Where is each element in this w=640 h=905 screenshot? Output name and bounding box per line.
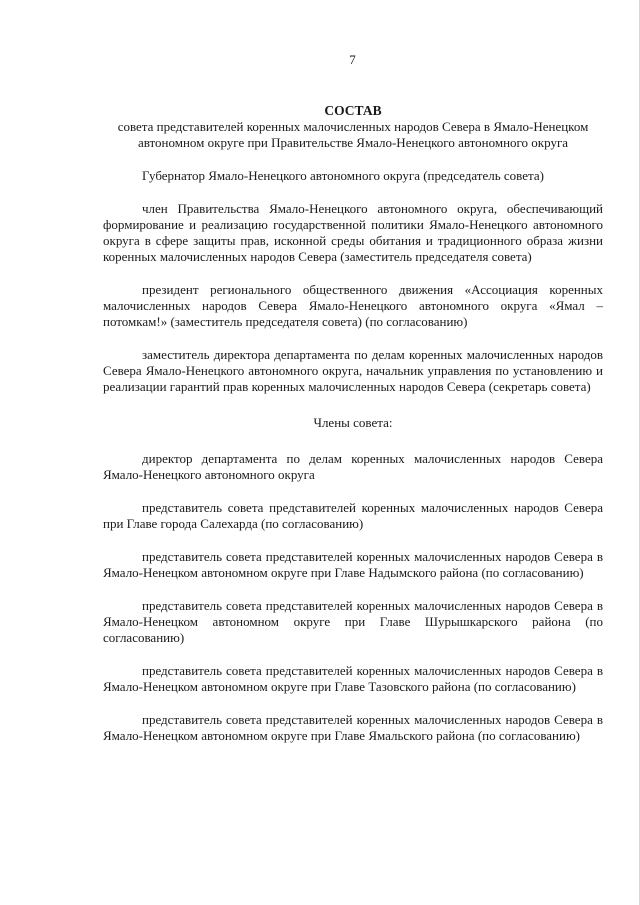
deputy-chair-entry-1: член Правительства Ямало-Ненецкого автономного округа, обеспечивающий формирование и реализацию государственной политики Ямало-Ненецкого автономного округа в сфере защиты прав, исконной среды обитания и традиционного образа жизни коренных малочисленных народов Севера (заместитель председателя совета) (103, 201, 603, 264)
document-title: СОСТАВ (324, 103, 382, 118)
member-entry: представитель совета представителей коренных малочисленных народов Севера в Ямало-Ненецком автономном округе при Главе Тазовского района (по согласованию) (103, 663, 603, 694)
document-subtitle: совета представителей коренных малочисленных народов Севера в Ямало-Ненецком автономном округе при Правительстве Ямало-Ненецкого автономного округа (117, 119, 589, 150)
members-heading: Члены совета: (313, 415, 393, 430)
page-number: 7 (349, 52, 356, 67)
secretary-entry: заместитель директора департамента по делам коренных малочисленных народов Севера Ямало-Ненецкого автономного округа, начальник управления по установлению и реализации гарантий прав коренных малочисленных народов Севера (секретарь совета) (103, 347, 603, 394)
deputy-chair-entry-2: президент регионального общественного движения «Ассоциация коренных малочисленных народов Севера Ямало-Ненецкого автономного округа «Ямал – потомкам!» (заместитель председателя совета) (по согласованию) (103, 282, 603, 329)
member-entry: представитель совета представителей коренных малочисленных народов Севера в Ямало-Ненецком автономном округе при Главе Надымского района (по согласованию) (103, 549, 603, 580)
member-entry: представитель совета представителей коренных малочисленных народов Севера при Главе города Салехарда (по согласованию) (103, 500, 603, 531)
member-entry: представитель совета представителей коренных малочисленных народов Севера в Ямало-Ненецком автономном округе при Главе Шурышкарского района (по согласованию) (103, 598, 603, 645)
chair-entry: Губернатор Ямало-Ненецкого автономного округа (председатель совета) (142, 168, 544, 183)
member-entry: директор департамента по делам коренных малочисленных народов Севера Ямало-Ненецкого автономного округа (103, 451, 603, 482)
document-body (103, 103, 603, 744)
member-entry: представитель совета представителей коренных малочисленных народов Севера в Ямало-Ненецком автономном округе при Главе Ямальского района (по согласованию) (103, 712, 603, 743)
